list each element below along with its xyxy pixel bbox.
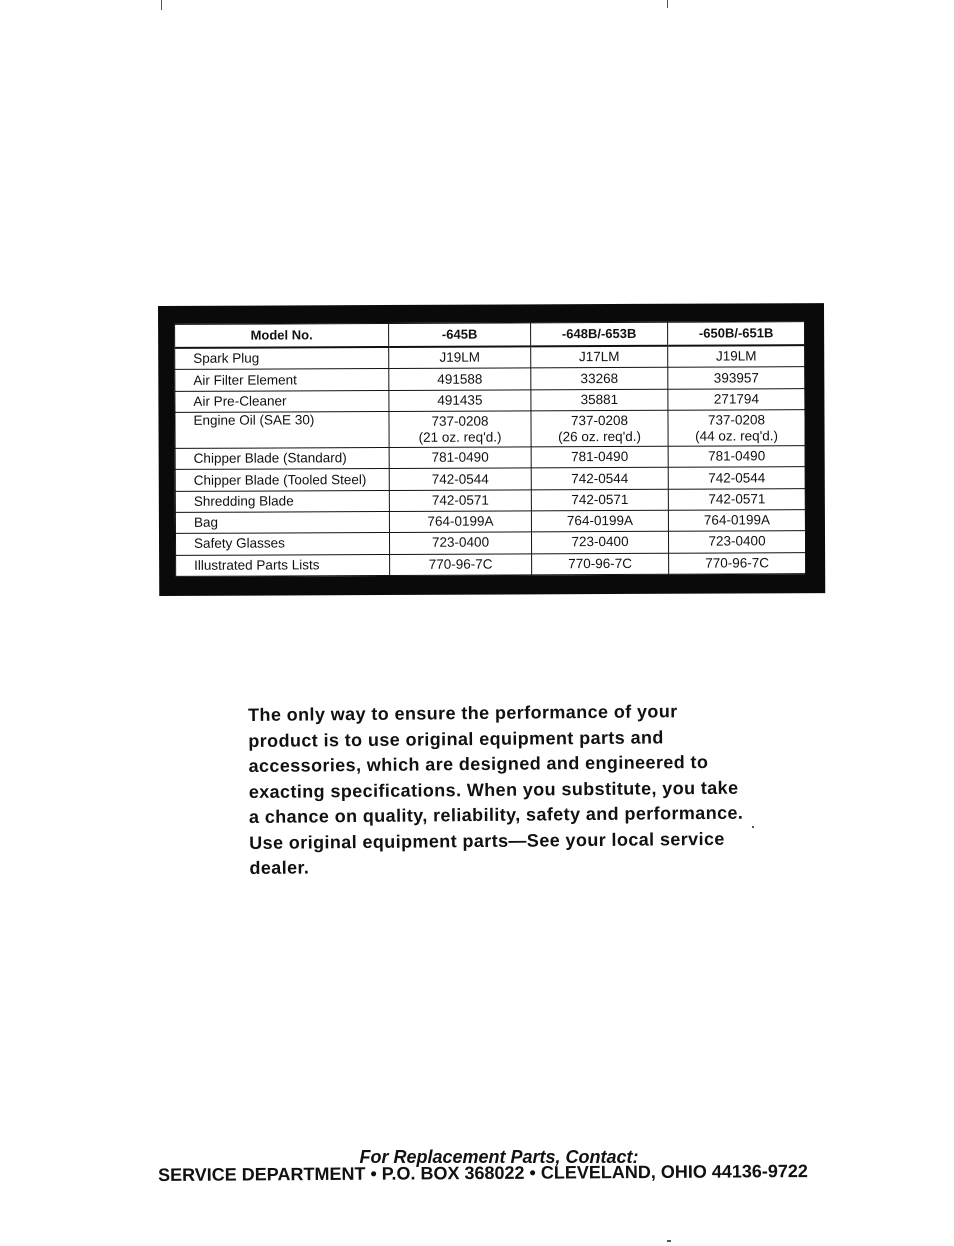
part-number-cell (531, 532, 668, 554)
contact-title: For Replacement Parts, Contact: (359, 1147, 639, 1167)
table-row (175, 410, 805, 449)
part-number: 742-0544 (571, 470, 629, 486)
part-number: 770-96-7C (705, 555, 770, 571)
row-label: Engine Oil (SAE 30) (175, 412, 389, 449)
row-label: Bag (175, 511, 389, 533)
part-number: J17LM (578, 349, 620, 365)
part-number: J19LM (715, 348, 757, 364)
part-number-cell (532, 553, 669, 575)
scan-mark (667, 0, 668, 8)
row-label: Shredding Blade (175, 490, 389, 512)
part-number: 491435 (437, 392, 483, 408)
part-number-cell (389, 532, 531, 554)
part-number-cell (668, 467, 805, 489)
part-number: 742-0544 (431, 471, 489, 487)
part-number: 781-0490 (431, 449, 489, 466)
part-number-cell (668, 446, 805, 468)
part-number: 737-0208 (570, 412, 629, 428)
oil-quantity: (26 oz. req'd.) (558, 428, 642, 444)
table-row (176, 552, 806, 576)
part-number-cell (389, 411, 531, 448)
row-label: Safety Glasses (175, 533, 389, 555)
row-label: Chipper Blade (Tooled Steel) (175, 469, 389, 491)
part-number: 33268 (580, 370, 619, 386)
part-number-cell (668, 488, 805, 510)
part-number: 742-0571 (431, 492, 489, 508)
part-number: 764-0199A (427, 513, 494, 529)
part-number-cell (668, 388, 805, 410)
part-number: 723-0400 (708, 533, 766, 550)
part-number-cell (531, 489, 668, 511)
table-row (175, 510, 805, 534)
scan-mark (752, 826, 754, 828)
part-number: 742-0571 (571, 491, 629, 508)
part-number-cell (389, 447, 531, 469)
scan-mark (667, 1240, 671, 1242)
part-number-cell (531, 510, 668, 532)
part-number-cell (390, 553, 532, 575)
part-number: 723-0400 (431, 535, 490, 551)
part-number-cell (668, 531, 805, 553)
header-model-no: Model No. (175, 323, 389, 347)
table-row (175, 388, 805, 412)
part-number-cell (389, 511, 531, 533)
part-number: 491588 (437, 371, 483, 387)
parts-table (174, 321, 806, 577)
part-number: 723-0400 (571, 534, 629, 550)
table-row (175, 367, 805, 391)
part-number-cell (531, 389, 668, 411)
oil-quantity: (44 oz. req'd.) (695, 427, 779, 444)
header-645b: -645B (389, 323, 531, 347)
row-label: Illustrated Parts Lists (176, 554, 390, 576)
part-number-cell (531, 468, 668, 490)
part-number: 737-0208 (707, 411, 766, 428)
parts-notice: The only way to ensure the performance of your product is to use original equipment parts and accessories, which are designed and engineered to exacting specifications. When you substitute, you take a chance on quality, reliability, safety and performance. Use original equipment parts—See your local service dealer. (248, 701, 744, 878)
row-label: Air Pre-Cleaner (175, 390, 389, 412)
part-number: 781-0490 (571, 449, 629, 465)
header-650b-651b: -650B/-651B (668, 322, 805, 346)
part-number: 781-0490 (708, 448, 766, 464)
part-number: 35881 (580, 391, 619, 408)
part-number: 770-96-7C (428, 556, 493, 572)
table-row (175, 345, 805, 370)
contact-address: SERVICE DEPARTMENT • P.O. BOX 368022 • CLEVELAND, OHIO 44136-9722 (158, 1161, 808, 1185)
part-number-cell (389, 346, 531, 369)
oil-quantity: (21 oz. req'd.) (418, 429, 502, 445)
part-number-cell (531, 368, 668, 390)
table-header-row (175, 322, 805, 348)
part-number-cell (389, 368, 531, 390)
part-number-cell (531, 446, 668, 468)
part-number-cell (531, 410, 668, 447)
table-row (175, 467, 805, 491)
part-number: 393957 (713, 369, 759, 386)
table-row (175, 531, 805, 555)
part-number-cell (668, 367, 805, 389)
row-label: Chipper Blade (Standard) (175, 448, 389, 470)
parts-table-area (174, 321, 805, 577)
part-number-cell (668, 345, 805, 368)
parts-table-frame (158, 303, 825, 596)
row-label: Spark Plug (175, 347, 389, 370)
part-number: 764-0199A (703, 512, 771, 528)
part-number-cell (389, 390, 531, 412)
part-number: 764-0199A (566, 513, 634, 529)
part-number-cell (389, 468, 531, 490)
part-number: 742-0544 (708, 469, 766, 486)
table-row (175, 488, 805, 512)
part-number: 737-0208 (431, 413, 489, 429)
part-number: 742-0571 (708, 491, 766, 507)
part-number-cell (389, 490, 531, 512)
table-row (175, 446, 805, 470)
part-number: 770-96-7C (568, 555, 633, 572)
part-number: J19LM (439, 349, 481, 365)
row-label: Air Filter Element (175, 369, 389, 391)
part-number: 271794 (713, 391, 759, 407)
part-number-cell (531, 346, 668, 369)
part-number-cell (669, 552, 806, 574)
header-648b-653b: -648B/-653B (531, 322, 668, 346)
part-number-cell (668, 410, 805, 447)
part-number-cell (668, 510, 805, 532)
scan-mark (161, 0, 162, 10)
